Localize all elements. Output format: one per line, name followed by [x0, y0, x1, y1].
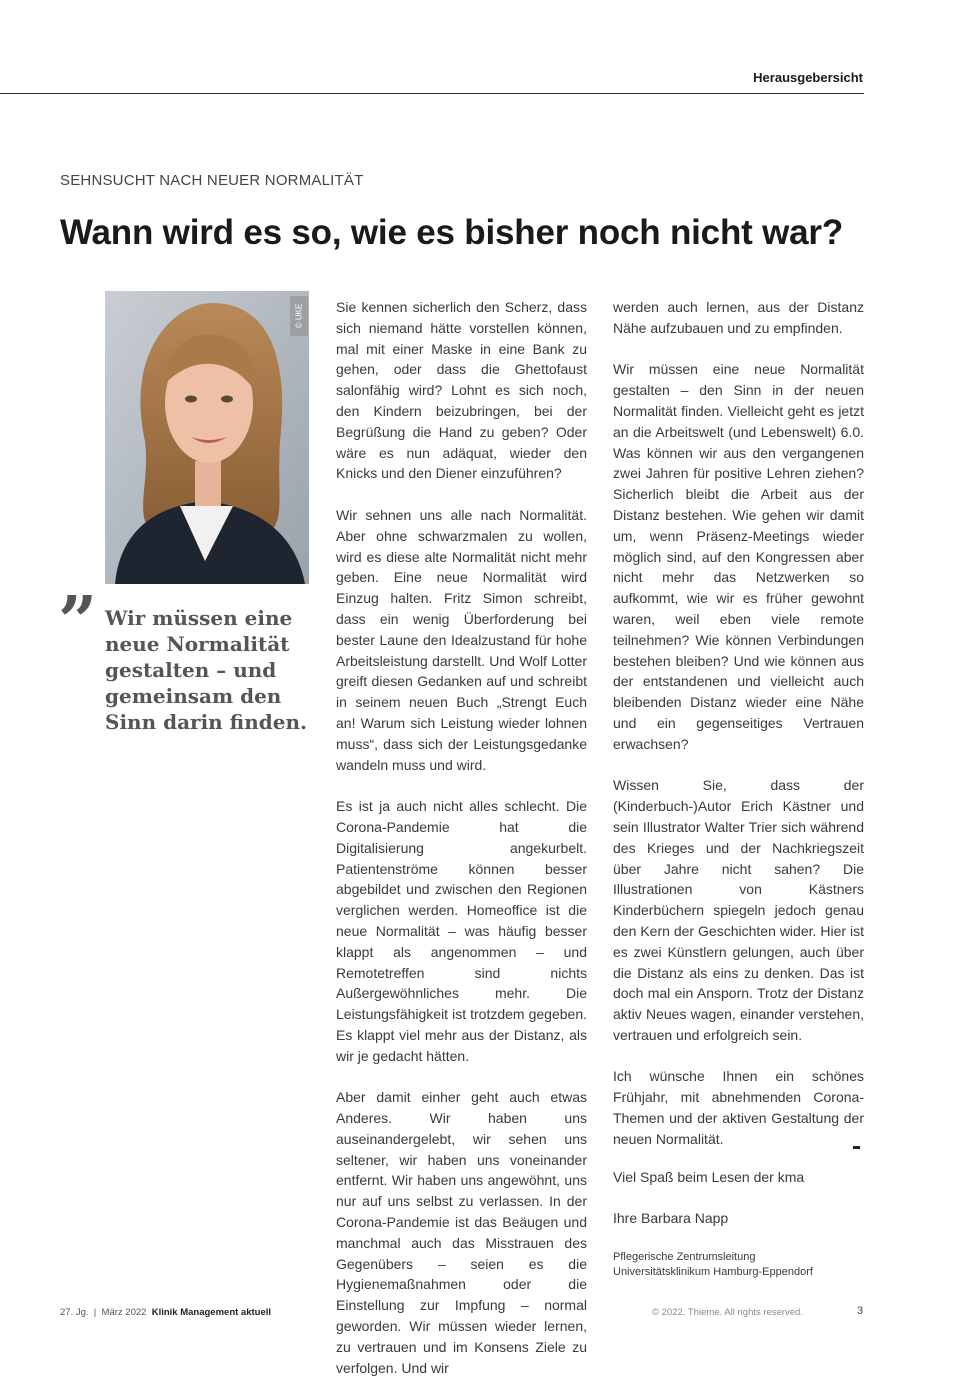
quote-mark: ”: [58, 582, 98, 662]
article-kicker: SEHNSUCHT NACH NEUER NORMALITÄT: [60, 172, 364, 189]
article-column-1: [336, 297, 587, 1378]
footer-issue: 27. Jg. | März 2022: [60, 1307, 147, 1318]
photo-credit: © UKE: [290, 296, 308, 336]
paragraph: Wissen Sie, dass der (Kinderbuch-)Autor Erich Kästner und sein Illustrator Walter Trier sich während des Krieges und der Nachkriegszeit über Jahre nicht sahen? Die Illustrationen von Kästners Kinderbüchern spiegeln jedoch genau den Kern der Geschichten wider. Hier ist es zwei Künstlern gelungen, auch über die Distanz als eins zu denken. Das ist doch mal ein Ansporn. Trotz der Distanz aktiv Neues wagen, einander verstehen, vertrauen und erfolgreich sein.: [613, 777, 864, 1043]
header-rule: [0, 93, 864, 94]
author-role: Pflegerische Zentrumsleitung: [613, 1250, 756, 1263]
paragraph: Wir sehnen uns alle nach Normalität. Aber ohne schwarzmalen zu wollen, wird es diese alte Normalität nicht mehr geben. Eine neue Normalität wird Einzug halten. Fritz Simon schreibt, dass ein wenig Überforderung bei bester Laune den Idealzustand für hohe Arbeitsleistung darstellt. Und Wolf Lotter greift diesen Gedanken auf und schreibt in seinem neuen Buch „Strengt Euch an! Warum sich Leistung wieder lohnen muss“, dass sich der Leistungsgedanke wandeln muss und wird.: [336, 506, 587, 773]
footer-issue-info: [60, 1307, 271, 1318]
article-headline: Wann wird es so, wie es bisher noch nicht war?: [60, 213, 843, 252]
footer-copyright: © 2022. Thieme. All rights reserved.: [652, 1307, 803, 1318]
page-number: 3: [857, 1305, 864, 1317]
paragraph: Es ist ja auch nicht alles schlecht. Die Corona-Pandemie hat die Digitalisierung angekurbelt. Patientenströme können besser abgebildet und zwischen den Regionen verglichen werden. Homeoffice ist die neue Normalität – was häufig besser klappt als angenommen – und Remotetreffen sind nichts Außergewöhnliches mehr. Die Leistungsfähigkeit ist trotzdem gegeben. Es klappt viel mehr aus der Distanz, als wir je gedacht hätten.: [336, 798, 587, 1064]
author-name: Ihre Barbara Napp: [613, 1210, 729, 1227]
paragraph: werden auch lernen, aus der Distanz Nähe aufzubauen und zu empfinden.: [613, 299, 864, 336]
author-photo: [105, 291, 309, 584]
section-label: Herausgebersicht: [753, 70, 863, 85]
article-column-2: [613, 297, 864, 1280]
paragraph: Aber damit einher geht auch etwas Anderes. Wir haben uns auseinandergelebt, wir sehen uns seltener, wir haben uns voneinander entfernt. Wir haben uns angewöhnt, uns nur auf uns selbst zu verlassen. In der Corona-Pandemie ist das Beäugen und manchmal auch das Misstrauen des Gegenübers – seien es die Hygienemaßnahmen oder die Einstellung zur Impfung – normal geworden. Wir müssen wieder lernen, zu vertrauen und im Konsens Ziele zu verfolgen. Und wir: [336, 1089, 587, 1376]
author-title: [613, 1250, 864, 1280]
pullquote: Wir müssen eine neue Normalität gestalten – und gemeinsam den Sinn darin finden.: [105, 606, 307, 734]
paragraph: Wir müssen eine neue Normalität gestalten – den Sinn in der neuen Normalität finden. Vielleicht geht es jetzt an die Arbeitswelt (und Lebenswelt) 6.0. Was können wir aus den vergangenen zwei Jahren für positive Lehren ziehen? Sicherlich bleibt die Arbeit aus der Distanz bestehen. Wie gehen wir damit um, wenn Präsenz-Meetings wieder möglich sind, auf den Kongressen aber nicht mehr das Netzwerken so aufkommt, wie wir es früher gewohnt waren, weil eben viele remote teilnehmen? Wie können Verbindungen bestehen bleiben? Und wie können aus der entstandenen und vielleicht auch bleibenden Distanz wieder eine Nähe und ein gegenseitiges Vertrauen erwachsen?: [613, 361, 864, 752]
paragraph: Ich wünsche Ihnen ein schönes Frühjahr, mit abnehmenden Corona-Themen und der aktiven Gestaltung der neuen Normalität.: [613, 1068, 864, 1147]
signoff-line: Viel Spaß beim Lesen der kma: [613, 1168, 805, 1185]
paragraph: Sie kennen sicherlich den Scherz, dass sich niemand hätte vorstellen können, mal mit einer Maske in eine Bank zu gehen, oder dass die Ghettofaust salonfähig wird? Lohnt es sich noch, den Kindern beizubringen, bei der Begrüßung die Hand zu geben? Oder wäre es nun adäquat, wieder den Knicks und den Diener einzuführen?: [336, 299, 587, 482]
footer-magazine: Klinik Management aktuell: [151, 1307, 272, 1318]
article-end-mark: [853, 1146, 860, 1149]
author-institution: Universitätsklinikum Hamburg-Eppendorf: [613, 1265, 813, 1278]
